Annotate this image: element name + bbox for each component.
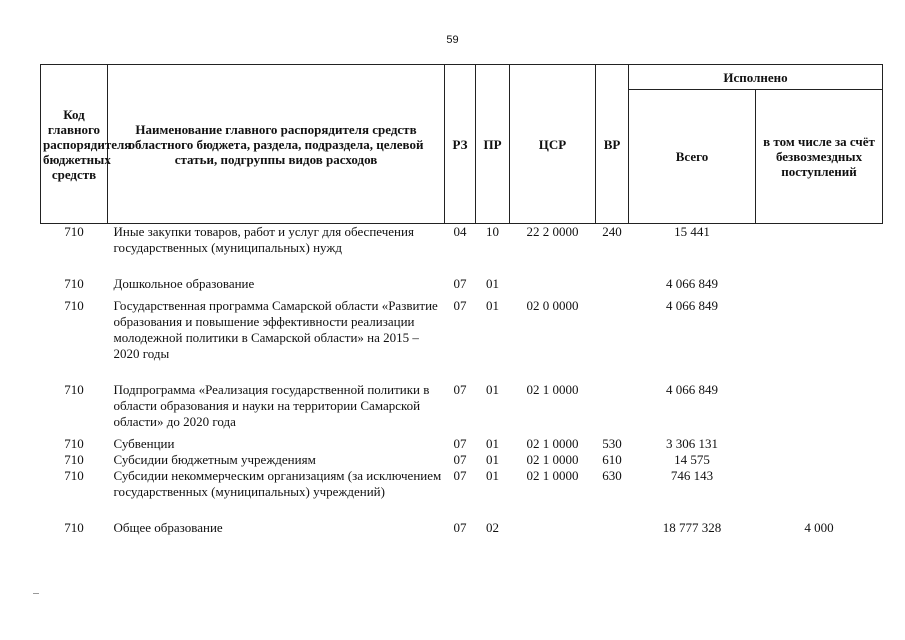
csr-cell: [510, 276, 596, 292]
code-cell: 710: [64, 224, 84, 239]
header-csr: ЦСР: [510, 65, 596, 224]
total-cell: 746 143: [670, 468, 714, 483]
rz-cell: 04: [453, 224, 467, 239]
vr-cell: 610: [602, 452, 622, 467]
pr-cell: 01: [486, 452, 499, 467]
table-row: [41, 436, 883, 452]
pr-cell: 02: [486, 520, 499, 535]
free-receipts-cell: [756, 276, 883, 292]
name-cell: Общее образование: [113, 520, 223, 535]
header-code: Код главного распорядителя бюджетных средств: [41, 65, 108, 224]
rz-cell: 07: [453, 276, 467, 291]
pr-cell: 10: [486, 224, 499, 239]
code-cell: 710: [64, 520, 84, 535]
table-row: [41, 520, 883, 536]
name-cell: Субсидии бюджетным учреждениям: [113, 452, 316, 467]
name-cell: Иные закупки товаров, работ и услуг для обеспечения государственных (муниципальных) нужд: [113, 224, 414, 255]
total-cell: 18 777 328: [662, 520, 722, 535]
code-cell: 710: [64, 452, 84, 467]
csr-cell: 02 1 0000: [526, 382, 579, 397]
rz-cell: 07: [453, 298, 467, 313]
table-row: [41, 224, 883, 257]
total-cell: 4 066 849: [666, 276, 718, 291]
vr-cell: 630: [602, 468, 622, 483]
header-name: Наименование главного распорядителя средств областного бюджета, раздела, подраздела, целевой статьи, подгруппы видов расходов: [108, 65, 445, 224]
rz-cell: 07: [453, 468, 467, 483]
table-row: [41, 382, 883, 430]
csr-cell: 02 1 0000: [526, 452, 579, 467]
table-row: [41, 298, 883, 362]
rz-cell: 07: [453, 382, 467, 397]
total-cell: 4 066 849: [666, 382, 718, 397]
vr-cell: [596, 298, 629, 362]
csr-cell: [510, 520, 596, 536]
code-cell: 710: [64, 436, 84, 451]
pr-cell: 01: [486, 298, 499, 313]
name-cell: Субвенции: [113, 436, 175, 451]
table-row: [41, 276, 883, 292]
free-receipts-cell: [756, 468, 883, 500]
header-executed: Исполнено: [629, 65, 883, 90]
vr-cell: 530: [602, 436, 622, 451]
budget-execution-table: [40, 64, 883, 536]
header-total: Всего: [629, 90, 756, 224]
table-row: [41, 468, 883, 500]
csr-cell: 02 1 0000: [526, 436, 579, 451]
free-receipts-cell: [756, 224, 883, 257]
page-number: 59: [446, 34, 459, 46]
pr-cell: 01: [486, 382, 499, 397]
vr-cell: [596, 520, 629, 536]
header-rz: РЗ: [445, 65, 476, 224]
free-receipts-cell: [756, 382, 883, 430]
name-cell: Подпрограмма «Реализация государственной политики в области образования и науки на территории Самарской области» до 2020 года: [113, 382, 430, 429]
pr-cell: 01: [486, 276, 499, 291]
total-cell: 14 575: [674, 452, 710, 467]
total-cell: 4 066 849: [666, 298, 718, 313]
code-cell: 710: [64, 298, 84, 313]
vr-cell: [596, 382, 629, 430]
name-cell: Государственная программа Самарской области «Развитие образования и повышение эффективности реализации молодежной политики в Самарской области» на 2015 – 2020 годы: [113, 298, 438, 361]
csr-cell: 22 2 0000: [526, 224, 579, 239]
name-cell: Дошкольное образование: [113, 276, 255, 291]
vr-cell: [596, 276, 629, 292]
header-including-free-receipts: в том числе за счёт безвозмездных поступлений: [756, 90, 883, 224]
table-row: [41, 452, 883, 468]
header-vr: ВР: [596, 65, 629, 224]
free-receipts-cell: [756, 298, 883, 362]
rz-cell: 07: [453, 452, 467, 467]
free-receipts-cell: [756, 452, 883, 468]
code-cell: 710: [64, 468, 84, 483]
code-cell: 710: [64, 382, 84, 397]
header-pr: ПР: [476, 65, 510, 224]
code-cell: 710: [64, 276, 84, 291]
rz-cell: 07: [453, 520, 467, 535]
pr-cell: 01: [486, 468, 499, 483]
rz-cell: 07: [453, 436, 467, 451]
free-receipts-cell: [756, 436, 883, 452]
total-cell: 15 441: [674, 224, 710, 239]
pr-cell: 01: [486, 436, 499, 451]
vr-cell: 240: [602, 224, 622, 239]
csr-cell: 02 1 0000: [526, 468, 579, 483]
scan-artifact-mark: [33, 593, 39, 594]
name-cell: Субсидии некоммерческим организациям (за исключением государственных (муниципальных) учреждений): [113, 468, 442, 499]
free-receipts-cell: 4 000: [804, 520, 834, 535]
total-cell: 3 306 131: [666, 436, 718, 451]
csr-cell: 02 0 0000: [526, 298, 579, 313]
